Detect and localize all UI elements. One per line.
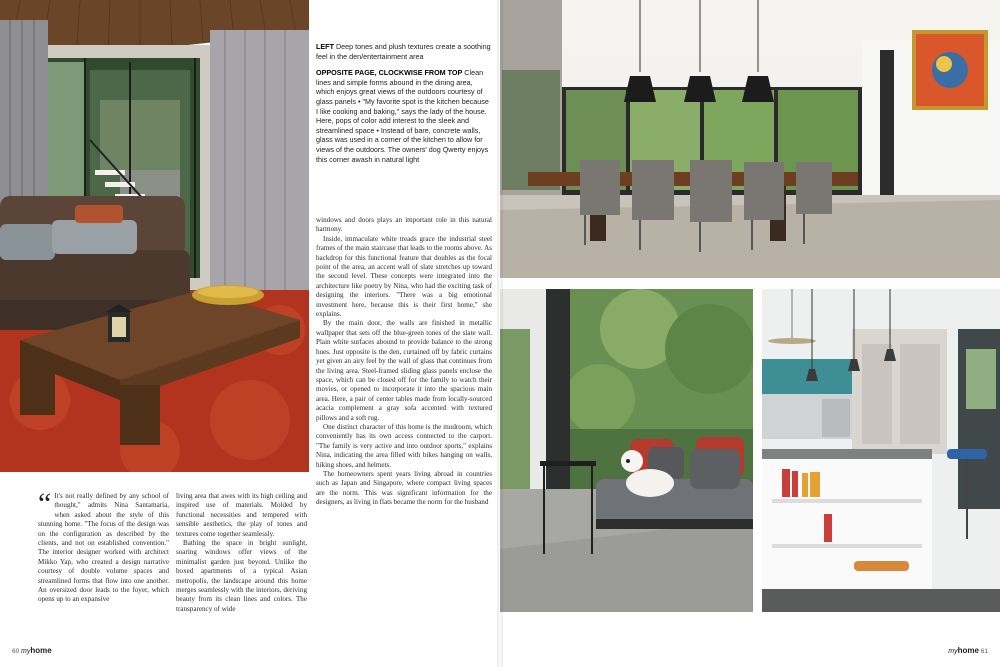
article-paragraph: Inside, immaculate white treads grace the industrial steel frames of the main staircase that leads to the rooms above. As backdrop for this functional feature that doubles as the focal point of the area, an accent wall of slate stretches up toward the second level. These concepts were integrated into the architecture like poetry by Nina, who had the exciting task of designing the interiors. "There was a big emotional investment here, because this is their first home," she explains.	[316, 234, 492, 319]
kitchen-illustration	[762, 289, 1000, 612]
right-page	[500, 0, 1000, 667]
caption-left-text: Deep tones and plush textures create a soothing feel in the den/entertainment area	[316, 42, 491, 61]
dining-photo-illustration	[500, 0, 1000, 278]
caption-left-label: LEFT	[316, 42, 334, 51]
article-paragraph: The homeowners spent years living abroad in countries such as Japan and Singapore, where compact living spaces are the norm. This was significant information for the designers, as living in flats became the norm for the husband	[316, 469, 492, 507]
caption-opposite-text: Clean lines and simple forms abound in the dining area, which enjoys great views of the outdoors courtesy of glass panels • "My favorite spot is the kitchen because I like cooking and baking," says the lady of the house. Here, pops of color add interest to the sleek and streamlined space • Instead of bare, concrete walls, glass was used in a corner of the kitchen to allow for views of the outdoors. The owners' dog Qwerty enjoys this corner awash in natural light	[316, 68, 489, 164]
article-paragraph: It's not really defined by any school of thought," admits Nina Santamaria, when asked about the style of this stunning home. "The focus of the design was on the configuration as described by the clients, and not on established convention." The interior designer worked with architect Mikko Yap, who created a design narrative courtesy of double volume spaces and streamlined forms that flow into one another. An oversized door leads to the foyer, which opens up to an expansive	[38, 492, 169, 604]
dining-photo	[500, 0, 1000, 278]
article-paragraph: Bathing the space in bright sunlight, soaring windows offer views of the minimalist garden just beyond. Unlike the boxed apartments of a typical Asian metropolis, the landscape around this home merges seamlessly with the interiors, deriving beauty from its clean lines and colors. The transparency of wide	[176, 539, 307, 613]
article-column-2	[176, 492, 307, 614]
article-paragraph: One distinct character of this home is the mudroom, which conveniently has its own access connected to the carport. "The family is very active and into outdoor sports," explains Nina, indicating the area filled with bikes hanging on walls, hiking shoes, and helmets.	[316, 422, 492, 469]
spread-gutter	[497, 0, 503, 667]
den-photo	[0, 0, 309, 472]
dog-corner-photo	[500, 289, 753, 612]
caption-opposite	[316, 68, 492, 164]
kitchen-photo	[762, 289, 1000, 612]
dog-corner-illustration	[500, 289, 753, 612]
page-number-right: 61	[980, 648, 988, 655]
folio-right	[948, 646, 988, 655]
page-number-left: 60	[12, 648, 20, 655]
logo-home: home	[957, 646, 979, 655]
article-paragraph: By the main door, the walls are finished in metallic wallpaper that sets off the blue-green tones of the slate wall. Plain white surfaces abound to provide balance to the strong hues. Just opposite is the den, curtained off by fabric curtains yet given an airy feel by the wall of glass that continues from the living area. Steel-framed sliding glass panels enclose the space, which can be closed off for the family to watch their movies, or opened to incorporate it into the spacious main area. Here, a pair of center tables made from locally-sourced acacia complement a gray sofa accented with textured pillows and a soft rug.	[316, 319, 492, 422]
article-paragraph: windows and doors plays an important role in this natural harmony.	[316, 216, 492, 234]
logo-home: home	[30, 646, 52, 655]
den-photo-illustration	[0, 0, 309, 472]
article-column-1	[38, 487, 169, 605]
caption-opposite-label: OPPOSITE PAGE, CLOCKWISE FROM TOP	[316, 68, 463, 78]
article-paragraph: living area that awes with its high ceiling and inspired use of materials. Molded by functional necessities and tempered with sensible aesthetics, the play of tones and textures come together seamlessly.	[176, 492, 307, 538]
photo-captions	[316, 42, 492, 171]
article-column-3	[316, 216, 492, 508]
opening-quote-mark: “	[38, 487, 52, 520]
folio-left	[12, 646, 52, 655]
logo-my: my	[21, 648, 31, 655]
magazine-logo-left	[21, 646, 52, 655]
logo-my: my	[948, 648, 958, 655]
magazine-logo-right	[948, 646, 979, 655]
caption-left	[316, 42, 492, 61]
